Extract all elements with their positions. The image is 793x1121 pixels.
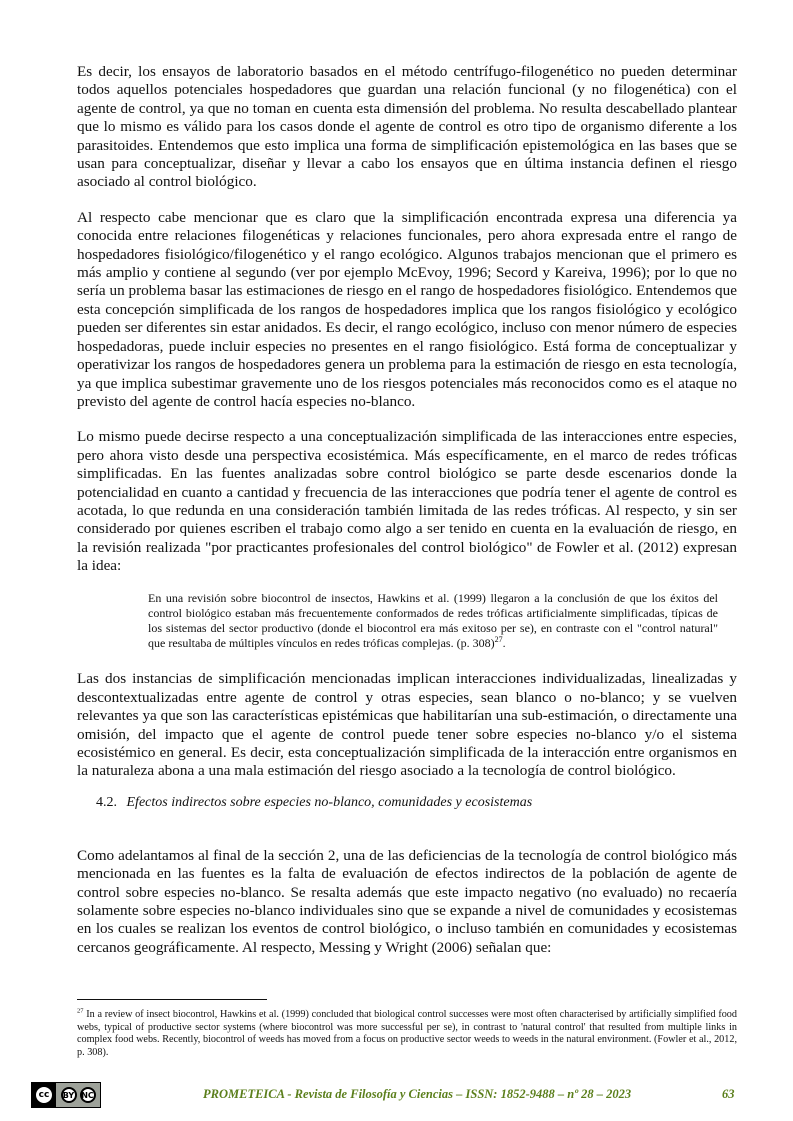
footnote-ref[interactable]: 27: [494, 635, 503, 645]
footnote-text: In a review of insect biocontrol, Hawkins et al. (1999) concluded that biological control successes were most often characterised by artificially simplified food webs, typical of productive sector systems (where biocontrol was more successful per se), in contrast to 'natural control' that resulted from multiple links in complex food webs. Recently, biocontrol of weeds has moved from a focus on productive sector weeds to weeds in the natural environment. (Fowler et al., 2012, p. 308).: [77, 1009, 737, 1058]
block-quote: En una revisión sobre biocontrol de insectos, Hawkins et al. (1999) llegaron a la conclusión de que los éxitos del control biológico estaban más frecuentemente conformados de redes tróficas artificialmente simplificadas, típicas de los sistemas del sector productivo (donde el biocontrol era más exitoso per se), en contraste con el "control natural" que resultaba de múltiples vínculos en redes tróficas complejas. (p. 308)$^{27}$.: [148, 590, 718, 651]
footer-journal-info: PROMETEICA - Revista de Filosofía y Ciencias – ISSN: 1852-9488 – nº 28 – 2023: [203, 1087, 632, 1101]
section-heading: [96, 794, 737, 812]
section-number: 4.2.: [96, 794, 117, 810]
paragraph-2: Al respecto cabe mencionar que es claro que la simplificación encontrada expresa una diferencia ya conocida entre relaciones filogenéticas y relaciones funcionales, pero ahora expresada entre el rango de hospedadores fisiológico/filogenético y el rango ecológico. Algunos trabajos mencionan que el primero es más amplio y contiene al segundo (ver por ejemplo McEvoy, 1996; Secord y Kareiva, 1996); por lo que no sería un problema basar las estimaciones de riesgo en el rango de hospedadores fisiológico. Entendemos que esta concepción simplificada de los rangos de hospedadores implica que los rangos fisiológico y ecológico pueden ser diferentes sin estar anidados. Es decir, el rango ecológico, incluso con menor número de especies hospedadoras, puede incluir especies no presentes en el rango fisiológico. Está forma de conceptualizar y operativizar los rangos de hospedadores genera un problema para la estimación de riesgo en esta tecnología, ya que implica subestimar gravemente uno de los riesgos potenciales más reconocidos como es el ataque no previsto del agente de control hacía especies no-blanco.: [77, 208, 737, 410]
cc-conditions: [56, 1083, 100, 1107]
paragraph-5: Como adelantamos al final de la sección 2, una de las deficiencias de la tecnología de control biológico más mencionada en las fuentes es la falta de evaluación de efectos indirectos de la población de agente de control sobre especies no-blanco. Se resalta además que este impacto negativo (no evaluado) no recaería solamente sobre especies no-blanco individuales sino que se expande a nivel de comunidades y ecosistemas en los cuales se realizan los eventos de control biológico, o incluso también en comunidades y ecosistemas cercanos geográficamente. Al respecto, Messing y Wright (2006) señalan que:: [77, 846, 737, 956]
footnote-divider: [77, 999, 267, 1000]
attribution-icon: BY: [61, 1087, 77, 1103]
page-body: [77, 63, 737, 974]
quote-text: En una revisión sobre biocontrol de insectos, Hawkins et al. (1999) llegaron a la conclusión de que los éxitos del control biológico estaban más frecuentemente conformados de redes tróficas artificialmente simplificadas, típicas de los sistemas del sector productivo (donde el biocontrol era más exitoso per se), en contraste con el "control natural" que resultaba de múltiples vínculos en redes tróficas complejas. (p. 308): [148, 590, 718, 651]
cc-license-badge[interactable]: [31, 1082, 101, 1108]
footnote-number: 27: [77, 1007, 84, 1015]
noncommercial-icon: NC: [80, 1087, 96, 1103]
paragraph-4: Las dos instancias de simplificación mencionadas implican interacciones individualizadas, linealizadas y descontextualizadas entre agente de control y otras especies, sean blanco o no-blanco; y se vuelven relevantes ya que son las características epistémicas que habilitarían una sub-estimación, o directamente una omisión, del impacto que el agente de control puede tener sobre especies no-blanco y/o el sistema ecosistémico en general. Es decir, esta conceptualización simplificada de la interacción entre organismos en la naturaleza abona a una mala estimación del riesgo asociado a la tecnología de control biológico.: [77, 670, 737, 780]
footnote: [77, 1009, 737, 1059]
cc-icon: cc: [34, 1085, 54, 1105]
page-number: 63: [722, 1087, 735, 1101]
paragraph-1: Es decir, los ensayos de laboratorio basados en el método centrífugo-filogenético no pueden determinar todos aquellos potenciales hospedadores que guardan una relación funcional (y no filogenética) con el agente de control, ya que no toman en cuenta esta dimensión del problema. No resulta descabellado plantear que lo mismo es válido para los casos donde el agente de control es otro tipo de organismo diferente a los parasitoides. Entendemos que esto implica una forma de simplificación epistemológica en las bases que se usan para conceptualizar, diseñar y llevar a cabo los ensayos que en última instancia definen el riesgo asociado al control biológico.: [77, 63, 737, 191]
cc-logo: [32, 1083, 56, 1107]
section-title: Efectos indirectos sobre especies no-blanco, comunidades y ecosistemas: [126, 794, 533, 810]
paragraph-3: Lo mismo puede decirse respecto a una conceptualización simplificada de las interacciones entre especies, pero ahora visto desde una perspectiva ecosistémica. Más específicamente, en el marco de redes tróficas simplificadas. En las fuentes analizadas sobre control biológico se parte desde escenarios donde la potencialidad en cuanto a cantidad y frecuencia de las interacciones que podría tener el agente de control es acotada, lo que redunda en una consideración también limitada de las redes tróficas. Al respecto, y sin ser considerado por quienes escriben el trabajo como algo a ser tenido en cuenta en la evaluación de riesgo, en la revisión realizada "por practicantes profesionales del control biológico" de Fowler et al. (2012) expresan la idea:: [77, 428, 737, 575]
